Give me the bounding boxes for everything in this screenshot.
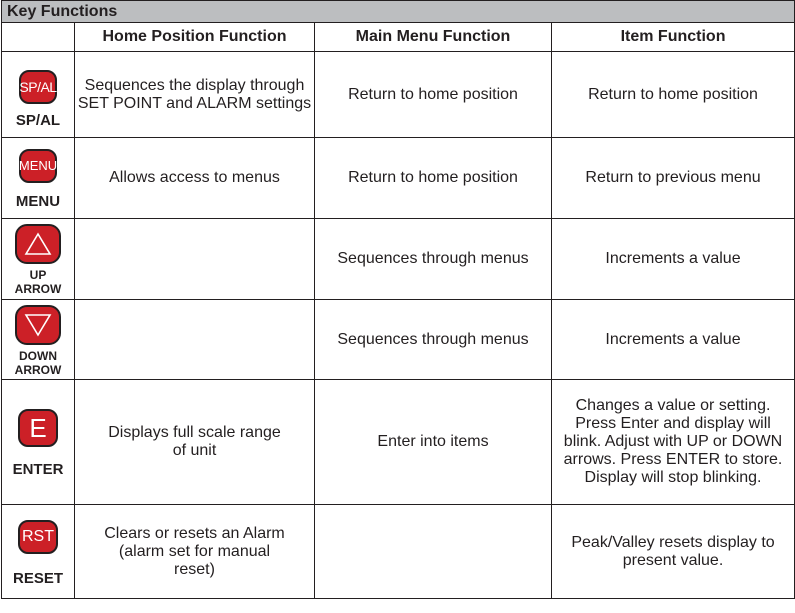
menu-home-function: Allows access to menus — [75, 138, 315, 219]
reset-key-button[interactable] — [18, 520, 58, 554]
menu-key-text: MENU — [18, 158, 58, 173]
table-row — [2, 505, 795, 599]
spal-key-button[interactable] — [19, 70, 57, 104]
up-triangle-icon — [24, 232, 52, 256]
header-item-function: Item Function — [552, 23, 795, 52]
spal-home-function: Sequences the display through SET POINT and ALARM settings — [75, 52, 315, 138]
down-home-function — [75, 300, 315, 380]
enter-key-text: E — [29, 413, 47, 443]
enter-item-function: Changes a value or setting. Press Enter and display will blink. Adjust with UP or DOWN arrows. Press ENTER to store. Display will stop blinking. — [552, 380, 795, 505]
reset-key-label: RESET — [12, 569, 63, 587]
key-cell-menu — [2, 138, 75, 219]
key-cell-up — [2, 219, 75, 300]
header-home-position: Home Position Function — [75, 23, 315, 52]
enter-key-label: ENTER — [12, 461, 64, 478]
down-arrow-key-button[interactable] — [15, 305, 61, 345]
reset-main-menu-function — [315, 505, 552, 599]
up-arrow-key-label: UP ARROW — [14, 268, 62, 296]
key-cell-spal — [2, 52, 75, 138]
spal-main-menu-function: Return to home position — [315, 52, 552, 138]
down-triangle-icon — [24, 313, 52, 337]
table-row — [2, 52, 795, 138]
menu-key-label: MENU — [15, 193, 61, 210]
table-row — [2, 300, 795, 380]
up-main-menu-function: Sequences through menus — [315, 219, 552, 300]
key-cell-reset — [2, 505, 75, 599]
enter-home-function: Displays full scale range of unit — [75, 380, 315, 505]
enter-key-button[interactable] — [18, 409, 58, 447]
menu-key-button[interactable] — [19, 149, 57, 183]
key-functions-table — [1, 0, 795, 599]
spal-key-text: SP/AL — [19, 78, 57, 95]
menu-main-menu-function: Return to home position — [315, 138, 552, 219]
up-arrow-key-button[interactable] — [15, 224, 61, 264]
down-arrow-key-label: DOWN ARROW — [14, 348, 62, 377]
table-row — [2, 380, 795, 505]
table-row — [2, 138, 795, 219]
up-home-function — [75, 219, 315, 300]
down-item-function: Increments a value — [552, 300, 795, 380]
enter-main-menu-function: Enter into items — [315, 380, 552, 505]
reset-home-function: Clears or resets an Alarm (alarm set for manual reset) — [75, 505, 315, 599]
spal-key-label: SP/AL — [15, 111, 61, 129]
spal-item-function: Return to home position — [552, 52, 795, 138]
up-item-function: Increments a value — [552, 219, 795, 300]
key-cell-down — [2, 300, 75, 380]
reset-key-text: RST — [22, 527, 54, 545]
header-main-menu: Main Menu Function — [315, 23, 552, 52]
key-cell-enter — [2, 380, 75, 505]
header-row — [2, 23, 795, 52]
menu-item-function: Return to previous menu — [552, 138, 795, 219]
down-main-menu-function: Sequences through menus — [315, 300, 552, 380]
reset-item-function: Peak/Valley resets display to present value. — [552, 505, 795, 599]
table-row — [2, 219, 795, 300]
table-title: Key Functions — [2, 1, 795, 23]
header-key — [2, 23, 75, 52]
